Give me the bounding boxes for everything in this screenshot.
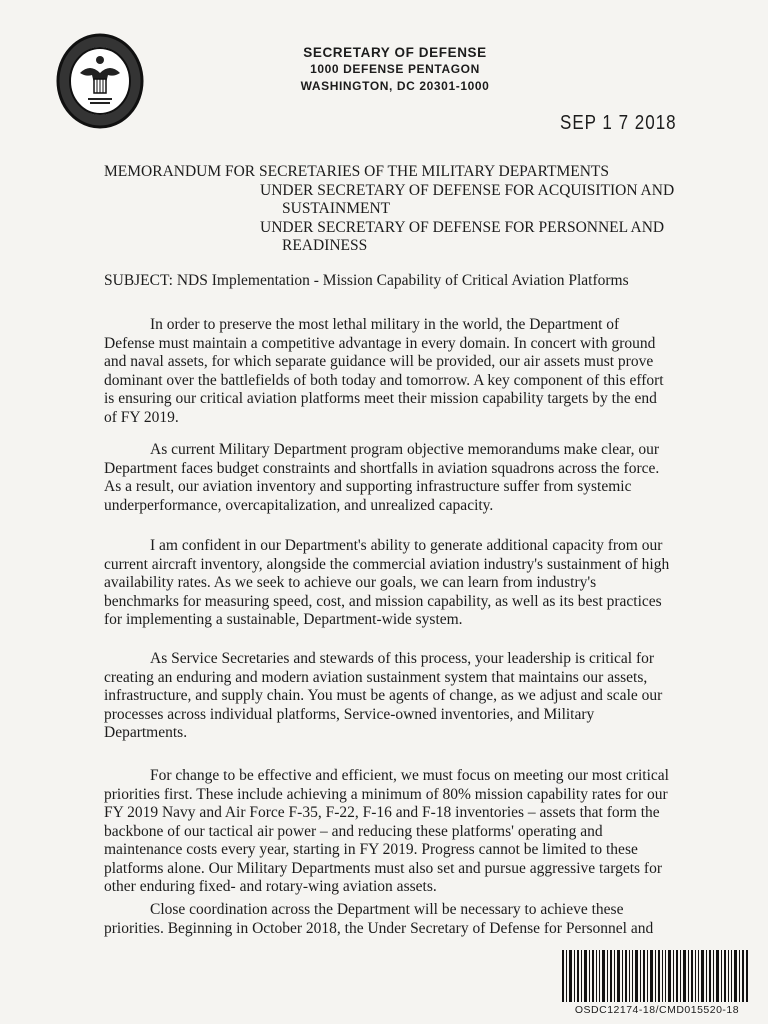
body-paragraph-3: I am confident in our Department's ability to generate additional capacity from our current aircraft inventory, alongside the commercial aviation industry's sustainment of high availability rates. As we seek to achieve our goals, we can learn from industry's benchmarks for measuring speed, cost, and mission capability, as well as its best practices for implementing a sustainable, Department-wide system. xyxy=(104,537,670,628)
memorandum-addressees xyxy=(104,163,704,256)
addressee-continuation: SUSTAINMENT xyxy=(282,200,391,217)
date-stamp: SEP 1 7 2018 xyxy=(560,111,677,134)
document-barcode xyxy=(562,950,752,1020)
body-paragraph-2: As current Military Department program objective memorandums make clear, our Department faces budget constraints and shortfalls in aviation squadrons across the force. As a result, our aviation inventory and supporting infrastructure suffer from systemic underperformance, overcapitalization, and unrealized capacity. xyxy=(104,441,660,514)
body-paragraph-1: In order to preserve the most lethal military in the world, the Department of Defense must maintain a competitive advantage in every domain. In concert with ground and naval assets, for which separate guidance will be provided, our air assets must prove dominant over the battlefields of both today and tomorrow. A key component of this effort is ensuring our critical aviation platforms meet their mission capability targets by the end of FY 2019. xyxy=(104,316,664,426)
body-paragraph-5: For change to be effective and efficient, we must focus on meeting our most critical priorities first. These include achieving a minimum of 80% mission capability rates for our FY 2019 Navy and Air Force F-35, F-22, F-16 and F-18 inventories – assets that form the backbone of our tactical air power – and reducing these platforms' operating and maintenance costs every year, starting in FY 2019. Progress cannot be limited to these platforms alone. Our Military Departments must also set and pursue aggressive targets for other enduring fixed- and rotary-wing aviation assets. xyxy=(104,767,669,895)
body-paragraph-4: As Service Secretaries and stewards of this process, your leadership is critical for creating an enduring and modern aviation sustainment system that maintains our assets, infrastructure, and supply chain. You must be agents of change, as we adjust and scale our processes across individual platforms, Service-owned inventories, and Military Departments. xyxy=(104,650,663,741)
letterhead-city: WASHINGTON, DC 20301-1000 xyxy=(300,79,490,93)
barcode-icon xyxy=(562,950,748,1002)
letterhead-title: SECRETARY OF DEFENSE xyxy=(303,45,487,60)
memo-addressee-acquisition xyxy=(260,182,704,219)
memo-addressee-personnel xyxy=(260,219,704,256)
addressee-continuation: READINESS xyxy=(282,237,368,254)
letterhead-address: 1000 DEFENSE PENTAGON xyxy=(310,62,480,76)
letterhead xyxy=(250,44,540,95)
subject-line: SUBJECT: NDS Implementation - Mission Capability of Critical Aviation Platforms xyxy=(104,272,629,289)
memo-first-line: MEMORANDUM FOR SECRETARIES OF THE MILITARY DEPARTMENTS xyxy=(104,163,609,180)
barcode-label: OSDC12174-18/CMD015520-18 xyxy=(574,1004,740,1016)
addressee-line: UNDER SECRETARY OF DEFENSE FOR PERSONNEL AND xyxy=(260,218,665,236)
addressee-line: UNDER SECRETARY OF DEFENSE FOR ACQUISITION AND xyxy=(260,181,675,199)
body-paragraph-6: Close coordination across the Department will be necessary to achieve these priorities. Beginning in October 2018, the Under Secretary of Defense for Personnel and xyxy=(104,901,654,937)
department-of-defense-seal-icon xyxy=(56,33,144,129)
